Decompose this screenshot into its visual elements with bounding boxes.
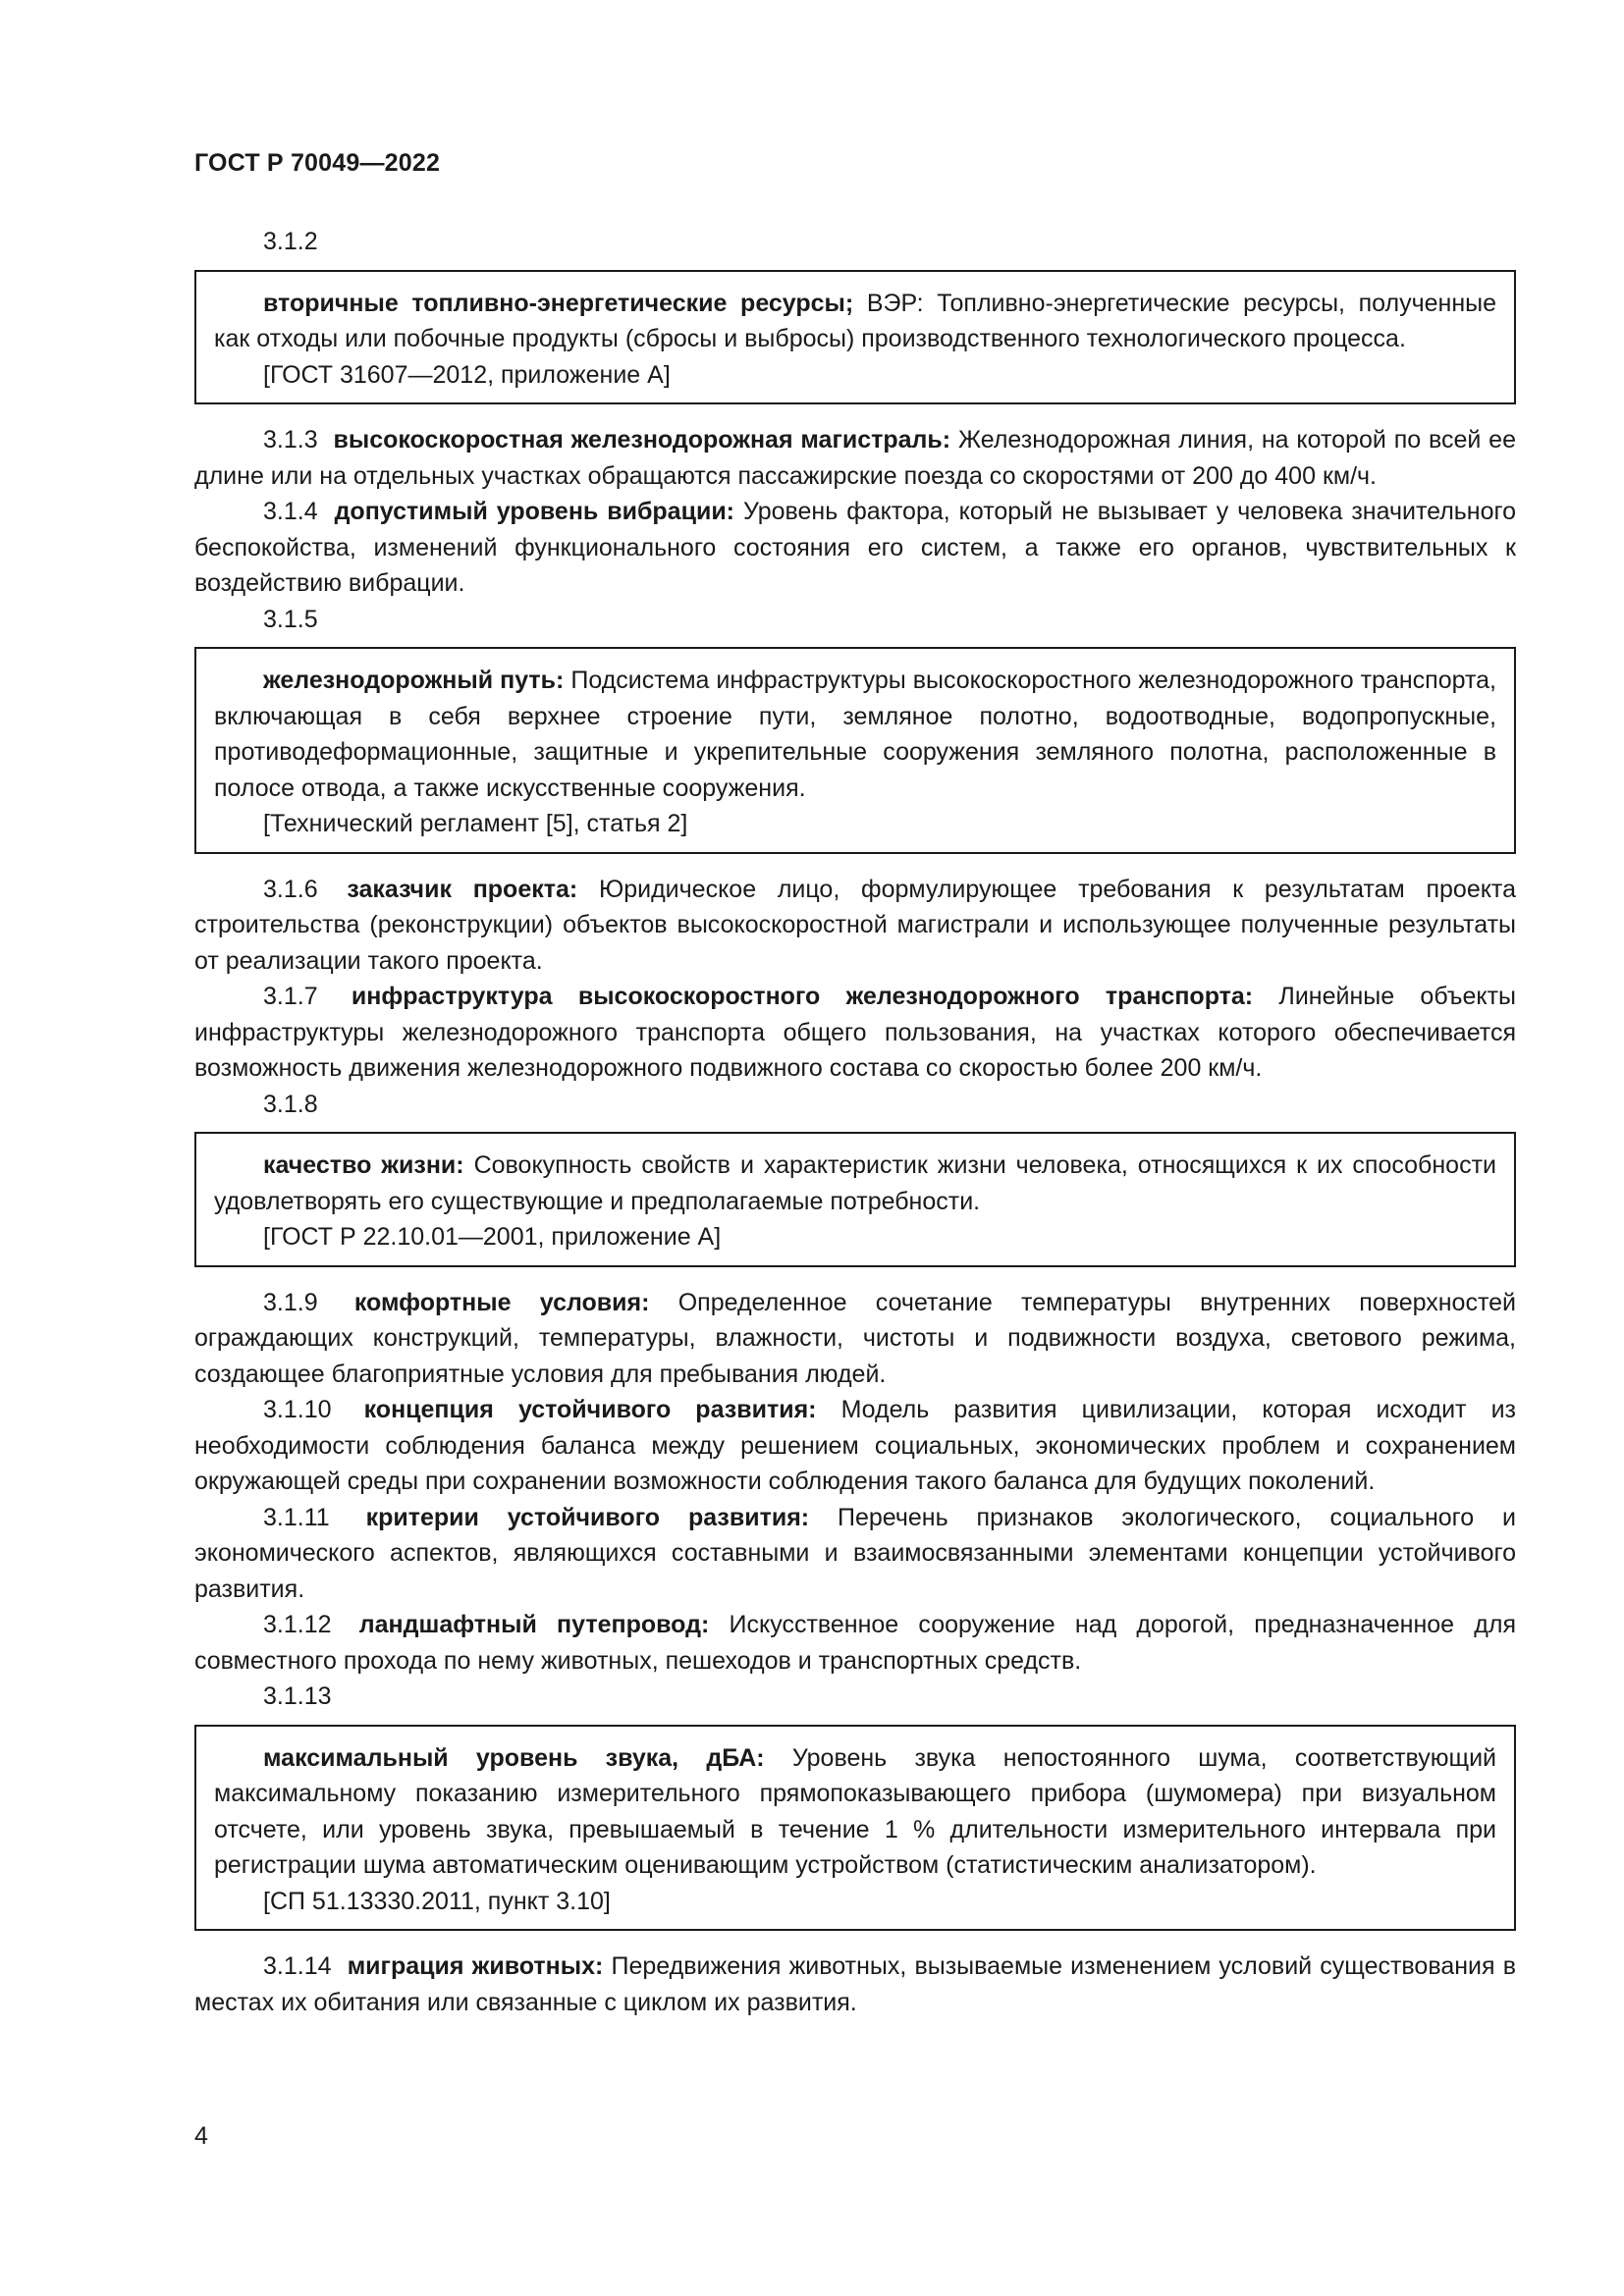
entry-number: 3.1.2	[263, 228, 318, 255]
term-entry	[214, 1148, 1496, 1219]
term: ландшафтный путепровод:	[358, 1611, 710, 1638]
term-entry	[194, 494, 1516, 602]
entry-number: 3.1.3	[263, 426, 318, 454]
term-entry	[214, 1740, 1496, 1884]
entry-number: 3.1.9	[263, 1288, 318, 1316]
term-entry	[214, 663, 1496, 806]
source-reference: [ГОСТ 31607—2012, приложение А]	[263, 360, 671, 389]
term: миграция животных:	[347, 1952, 604, 1980]
definition: Уровень фактора, который не вызывает у человека значительного беспокойства, изменений функционального состояния его систем, а также его органов, чувствительных к воздействию вибрации.	[194, 498, 1516, 597]
source-reference: [ГОСТ Р 22.10.01—2001, приложение А]	[263, 1223, 722, 1251]
definition: ВЭР: Топливно-энергетические ресурсы, полученные как отходы или побочные продукты (сбросы и выбросы) производственного технологического процесса.	[214, 289, 1497, 352]
term-entry	[194, 1607, 1516, 1679]
entry-number: 3.1.13	[263, 1682, 332, 1710]
quoted-definition-box	[194, 647, 1516, 854]
quoted-definition-box	[194, 1725, 1516, 1932]
document-header: ГОСТ Р 70049—2022	[194, 149, 441, 177]
entry-number: 3.1.5	[263, 605, 318, 633]
term: заказчик проекта:	[347, 875, 578, 903]
term-entry	[194, 1500, 1516, 1608]
term-entry	[194, 422, 1516, 494]
definition: Юридическое лицо, формулирующее требования к результатам проекта строительства (реконструкции) объектов высокоскоростной магистрали и использующее полученные результаты от реализации такого проекта.	[194, 875, 1517, 975]
term-entry	[194, 1949, 1516, 2020]
term: высокоскоростная железнодорожная магистраль:	[333, 426, 951, 454]
term-entry	[194, 872, 1516, 980]
definition: Определенное сочетание температуры внутренних поверхностей ограждающих конструкций, температуры, влажности, чистоты и подвижности воздуха, светового режима, создающее благоприятные условия для пребывания людей.	[194, 1288, 1516, 1388]
definition: Передвижения животных, вызываемые изменением условий существования в местах их обитания или связанные с циклом их развития.	[194, 1952, 1516, 2016]
term: комфортные условия:	[353, 1288, 650, 1316]
entry-number: 3.1.7	[263, 983, 318, 1010]
quoted-definition-box	[194, 270, 1516, 405]
definition: Перечень признаков экологического, социального и экономического аспектов, являющихся составными и взаимосвязанными элементами концепции устойчивого развития.	[194, 1503, 1516, 1603]
entry-number: 3.1.11	[263, 1503, 330, 1531]
term-entry	[194, 1392, 1516, 1500]
term: железнодорожный путь:	[263, 667, 565, 694]
term-entry	[214, 286, 1496, 357]
source-reference: [СП 51.13330.2011, пункт 3.10]	[263, 1887, 611, 1915]
entry-number: 3.1.8	[263, 1090, 318, 1118]
term: качество жизни:	[263, 1151, 464, 1179]
source-reference: [Технический регламент [5], статья 2]	[263, 810, 688, 837]
term: максимальный уровень звука, дБА:	[263, 1743, 765, 1772]
entry-number: 3.1.4	[263, 498, 318, 525]
term: допустимый уровень вибрации:	[334, 498, 735, 525]
entry-number: 3.1.10	[263, 1396, 332, 1423]
definition: Подсистема инфраструктуры высокоскоростного железнодорожного транспорта, включающая в себя верхнее строение пути, земляное полотно, водоотводные, водопропускные, противодеформационные, защитные и укрепительные сооружения земляного полотна, расположенные в полосе отвода, а также искусственные сооружения.	[214, 667, 1496, 802]
entry-number: 3.1.14	[263, 1952, 332, 1980]
term: концепция устойчивого развития:	[363, 1396, 817, 1423]
term-entry	[194, 979, 1516, 1087]
term-entry	[194, 1285, 1516, 1393]
definition: Уровень звука непостоянного шума, соответствующий максимальному показанию измерительного прямопоказывающего прибора (шумомера) при визуальном отсчете, или уровень звука, превышаемый в течение 1 % длительности измерительного интервала при регистрации шума автоматическим оценивающим устройством (статистическим анализатором).	[214, 1743, 1496, 1879]
definition: Модель развития цивилизации, которая исходит из необходимости соблюдения баланса между решением социальных, экономических проблем и сохранением окружающей среды при сохранении возможности соблюдения такого баланса для будущих поколений.	[194, 1396, 1516, 1495]
term: критерии устойчивого развития:	[365, 1503, 810, 1531]
definition: Совокупность свойств и характеристик жизни человека, относящихся к их способности удовлетворять его существующие и предполагаемые потребности.	[214, 1151, 1496, 1215]
page-number: 4	[194, 2122, 208, 2150]
definition: Линейные объекты инфраструктуры железнодорожного транспорта общего пользования, на участках которого обеспечивается возможность движения железнодорожного подвижного состава со скоростью более 200 км/ч.	[194, 983, 1516, 1082]
term: вторичные топливно-энергетические ресурсы;	[263, 289, 854, 317]
entry-number: 3.1.6	[263, 875, 318, 903]
definition: Железнодорожная линия, на которой по всей ее длине или на отдельных участках обращаются пассажирские поезда со скоростями от 200 до 400 км/ч.	[194, 426, 1516, 490]
quoted-definition-box	[194, 1132, 1516, 1267]
entry-number: 3.1.12	[263, 1611, 332, 1638]
definition: Искусственное сооружение над дорогой, предназначенное для совместного прохода по нему животных, пешеходов и транспортных средств.	[194, 1611, 1517, 1675]
term: инфраструктура высокоскоростного железнодорожного транспорта:	[351, 983, 1254, 1010]
terms-section	[194, 224, 1516, 2020]
